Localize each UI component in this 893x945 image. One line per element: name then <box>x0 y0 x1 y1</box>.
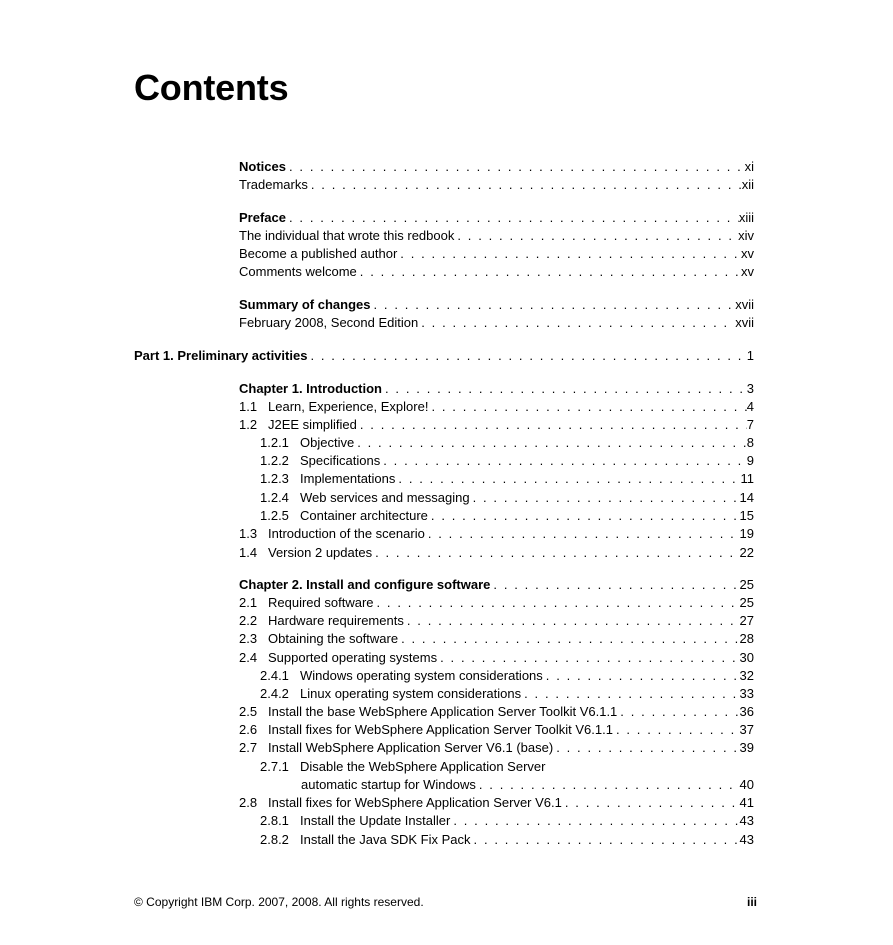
toc-entry-page: 9 <box>746 453 754 468</box>
dot-leader <box>490 576 739 594</box>
section-number: 1.2 <box>239 417 258 432</box>
dot-leader <box>418 314 735 332</box>
toc-entry[interactable] <box>239 507 754 525</box>
toc-entry[interactable] <box>239 452 754 470</box>
dot-leader <box>374 594 740 612</box>
dot-leader <box>398 630 739 648</box>
toc-entry-title: Chapter 2. Install and configure software <box>239 577 491 592</box>
toc-entry[interactable] <box>239 544 754 562</box>
toc-entry[interactable] <box>239 296 754 314</box>
toc-entry[interactable] <box>239 739 754 757</box>
toc-entry-page: 19 <box>739 526 754 541</box>
dot-leader <box>428 398 746 416</box>
toc-entry-title: Web services and messaging <box>300 490 470 505</box>
dot-leader <box>308 176 742 194</box>
toc-entry-title: Version 2 updates <box>268 545 373 560</box>
toc-entry-page: 25 <box>739 595 754 610</box>
toc-entry-page: xv <box>741 246 754 261</box>
dot-leader <box>425 525 740 543</box>
toc-entry[interactable] <box>239 612 754 630</box>
section-number: 2.7 <box>239 740 258 755</box>
toc-entry-page: 30 <box>739 650 754 665</box>
section-number: 2.8.1 <box>260 813 289 828</box>
toc-entry-page: 11 <box>740 471 754 486</box>
toc-entry[interactable] <box>239 398 754 416</box>
dot-leader <box>372 544 739 562</box>
toc-entry[interactable] <box>239 158 754 176</box>
dot-leader <box>397 245 741 263</box>
toc-entry-page: xiii <box>738 210 754 225</box>
toc-entry-title: Preface <box>239 210 286 225</box>
toc-chapter-entry[interactable] <box>239 576 754 594</box>
toc-entry-page: 22 <box>739 545 754 560</box>
toc-entry-page: 27 <box>739 613 754 628</box>
section-number: 1.2.3 <box>260 471 289 486</box>
toc-entry[interactable] <box>239 209 754 227</box>
toc-entry[interactable] <box>239 227 754 245</box>
toc-entry-title: Chapter 1. Introduction <box>239 381 382 396</box>
section-number: 2.8.2 <box>260 832 289 847</box>
dot-leader <box>357 263 741 281</box>
toc-entry-title: Obtaining the software <box>268 631 399 646</box>
section-number: 2.7.1 <box>260 759 289 774</box>
toc-entry[interactable] <box>239 794 754 812</box>
toc-entry-page: 1 <box>746 348 754 363</box>
toc-entry[interactable] <box>239 703 754 721</box>
toc-entry-title: Trademarks <box>239 177 308 192</box>
section-number: 1.3 <box>239 526 258 541</box>
toc-entry-page: 25 <box>739 577 754 592</box>
section-number: 2.4 <box>239 650 258 665</box>
dot-leader <box>562 794 740 812</box>
section-number: 2.6 <box>239 722 258 737</box>
toc-entry-title: Required software <box>268 595 374 610</box>
toc-entry[interactable] <box>239 314 754 332</box>
toc-entry-page: 15 <box>739 508 754 523</box>
toc-entry-page: 41 <box>739 795 754 810</box>
toc-entry-title: Supported operating systems <box>268 650 438 665</box>
toc-chapter-entry[interactable] <box>239 380 754 398</box>
toc-entry-title: Install the Java SDK Fix Pack <box>300 832 471 847</box>
toc-entry-page: 28 <box>739 631 754 646</box>
toc-entry[interactable] <box>239 594 754 612</box>
toc-entry[interactable] <box>239 758 754 776</box>
toc-entry[interactable] <box>239 470 754 488</box>
dot-leader <box>470 489 740 507</box>
toc-entry[interactable] <box>239 525 754 543</box>
toc-entry-title: February 2008, Second Edition <box>239 315 419 330</box>
dot-leader <box>357 416 747 434</box>
toc-entry-title: Container architecture <box>300 508 428 523</box>
toc-entry-title: Specifications <box>300 453 381 468</box>
toc-entry-page: xii <box>741 177 754 192</box>
toc-entry[interactable] <box>239 831 754 849</box>
toc-entry-title: automatic startup for Windows <box>301 777 476 792</box>
toc-entry[interactable] <box>239 812 754 830</box>
toc-entry-page: 33 <box>739 686 754 701</box>
toc-entry[interactable] <box>239 263 754 281</box>
dot-leader <box>450 812 739 830</box>
toc-entry-page: xi <box>744 159 754 174</box>
toc-entry-title: Install the base WebSphere Application Server Toolkit V6.1.1 <box>268 704 618 719</box>
toc-entry-page: xvii <box>735 315 754 330</box>
section-number: 2.3 <box>239 631 258 646</box>
dot-leader <box>286 158 745 176</box>
toc-entry-title: Become a published author <box>239 246 398 261</box>
dot-leader <box>553 739 739 757</box>
section-number: 2.5 <box>239 704 258 719</box>
section-number: 1.4 <box>239 545 258 560</box>
section-number: 1.2.5 <box>260 508 289 523</box>
dot-leader <box>471 831 740 849</box>
toc-entry-page: 36 <box>739 704 754 719</box>
toc-entry[interactable] <box>239 667 754 685</box>
copyright-footer: © Copyright IBM Corp. 2007, 2008. All rights reserved. <box>134 895 424 909</box>
toc-entry-page: xiv <box>738 228 754 243</box>
toc-entry[interactable] <box>239 721 754 739</box>
toc-entry-title: J2EE simplified <box>268 417 357 432</box>
toc-entry-title: Install fixes for WebSphere Application Server V6.1 <box>268 795 562 810</box>
dot-leader <box>382 380 747 398</box>
toc-entry-page: 43 <box>739 813 754 828</box>
toc-entry-title: Windows operating system considerations <box>300 668 543 683</box>
toc-entry-continuation[interactable] <box>239 776 754 794</box>
dot-leader <box>543 667 740 685</box>
dot-leader <box>380 452 747 470</box>
dot-leader <box>617 703 739 721</box>
dot-leader <box>476 776 740 794</box>
toc-entry-title: The individual that wrote this redbook <box>239 228 455 243</box>
toc-entry-page: 37 <box>739 722 754 737</box>
dot-leader <box>307 347 746 365</box>
page-number: iii <box>746 895 757 909</box>
section-number: 2.4.1 <box>260 668 289 683</box>
dot-leader <box>437 649 739 667</box>
dot-leader <box>354 434 747 452</box>
dot-leader <box>454 227 738 245</box>
toc-entry-page: 3 <box>746 381 754 396</box>
toc-entry-page: 8 <box>746 435 754 450</box>
toc-entry[interactable] <box>239 489 754 507</box>
toc-entry-page: 4 <box>746 399 754 414</box>
toc-entry-page: 43 <box>739 832 754 847</box>
toc-entry-page: 40 <box>739 777 754 792</box>
toc-entry[interactable] <box>239 416 754 434</box>
toc-entry-title: Part 1. Preliminary activities <box>134 348 308 363</box>
toc-entry-title: Install the Update Installer <box>300 813 451 828</box>
toc-entry-page: 7 <box>746 417 754 432</box>
section-number: 2.4.2 <box>260 686 289 701</box>
toc-entry-title: Introduction of the scenario <box>268 526 425 541</box>
section-number: 1.2.2 <box>260 453 289 468</box>
toc-entry-title: Summary of changes <box>239 297 371 312</box>
toc-entry[interactable] <box>239 176 754 194</box>
toc-entry-title: Implementations <box>300 471 396 486</box>
toc-entry-page: xv <box>741 264 754 279</box>
toc-entry-page: 14 <box>739 490 754 505</box>
dot-leader <box>428 507 740 525</box>
toc-entry-title: Disable the WebSphere Application Server <box>300 759 546 774</box>
dot-leader <box>521 685 739 703</box>
dot-leader <box>395 470 740 488</box>
section-number: 1.2.4 <box>260 490 289 505</box>
toc-entry[interactable] <box>239 245 754 263</box>
toc-entry-title: Learn, Experience, Explore! <box>268 399 429 414</box>
toc-entry-page: xvii <box>735 297 754 312</box>
toc-entry-title: Install WebSphere Application Server V6.1 (base) <box>268 740 554 755</box>
section-number: 2.2 <box>239 613 258 628</box>
toc-entry[interactable] <box>239 685 754 703</box>
toc-entry-title: Hardware requirements <box>268 613 404 628</box>
section-number: 1.1 <box>239 399 258 414</box>
toc-entry-title: Install fixes for WebSphere Application Server Toolkit V6.1.1 <box>268 722 613 737</box>
toc-entry-title: Objective <box>300 435 355 450</box>
toc-entry[interactable] <box>239 434 754 452</box>
toc-entry-title: Notices <box>239 159 286 174</box>
toc-entry-page: 32 <box>739 668 754 683</box>
section-number: 2.1 <box>239 595 258 610</box>
toc-part-entry[interactable] <box>134 347 754 365</box>
dot-leader <box>371 296 736 314</box>
section-number: 2.8 <box>239 795 258 810</box>
dot-leader <box>286 209 739 227</box>
toc-entry[interactable] <box>239 630 754 648</box>
page-title: Contents <box>134 67 289 108</box>
toc-entry-title: Linux operating system considerations <box>300 686 522 701</box>
dot-leader <box>404 612 740 630</box>
toc-entry[interactable] <box>239 649 754 667</box>
section-number: 1.2.1 <box>260 435 289 450</box>
toc-entry-page: 39 <box>739 740 754 755</box>
dot-leader <box>613 721 740 739</box>
toc-entry-title: Comments welcome <box>239 264 357 279</box>
